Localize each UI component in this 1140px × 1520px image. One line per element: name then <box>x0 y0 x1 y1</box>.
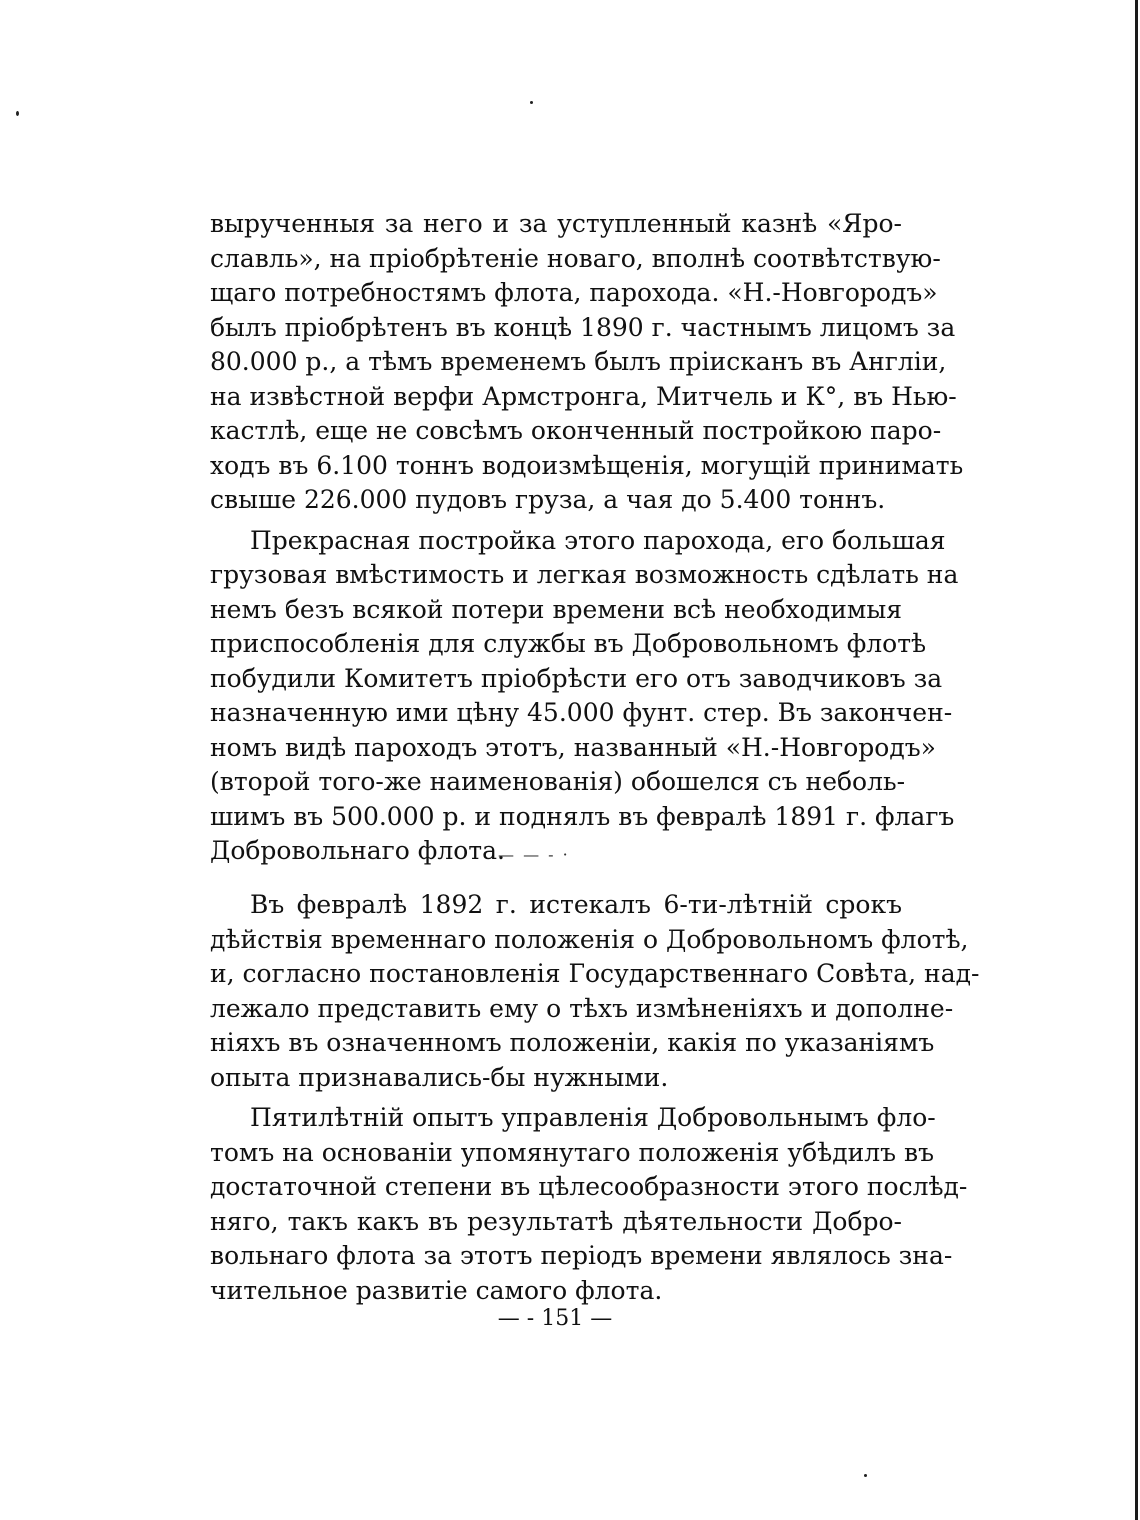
text-line: Добровольнаго флота. <box>210 836 505 865</box>
text-block-2 <box>210 888 980 1308</box>
text-line: свыше 226.000 пудовъ груза, а чая до 5.400 тоннъ. <box>210 485 886 514</box>
section-separator: — — - · <box>498 845 570 864</box>
text-line: опыта признавались-бы нужными. <box>210 1062 669 1092</box>
text-line: Прекрасная постройка этого парохода, его большая <box>250 525 946 555</box>
text-line: лежало представить ему о тѣхъ измѣненіяхъ и дополне- <box>210 993 954 1023</box>
page-number: — - 151 — <box>497 1306 613 1331</box>
text-block-1 <box>210 207 964 869</box>
text-line: номъ видѣ пароходъ этотъ, названный «Н.-Новгородъ» <box>210 732 936 762</box>
text-line: томъ на основаніи упомянутаго положенія убѣдилъ въ <box>210 1137 934 1167</box>
text-line: 80.000 р., а тѣмъ временемъ былъ пріисканъ въ Англіи, <box>210 347 947 376</box>
scan-edge-line <box>1135 0 1138 1520</box>
text-line: былъ пріобрѣтенъ въ концѣ 1890 г. частнымъ лицомъ за <box>210 312 956 342</box>
text-line: шимъ въ 500.000 р. и поднялъ въ февралѣ 1891 г. флагъ <box>210 801 955 831</box>
text-line: достаточной степени въ цѣлесообразности этого послѣд- <box>210 1172 968 1201</box>
text-line: вырученныя за него и за уступленный казнѣ «Яро- <box>210 209 902 238</box>
scan-speck <box>864 1474 867 1477</box>
text-line: Пятилѣтній опытъ управленія Добровольнымъ фло- <box>250 1103 936 1132</box>
scan-speck <box>16 111 19 116</box>
text-line: ходъ въ 6.100 тоннъ водоизмѣщенія, могущій принимать <box>210 450 964 480</box>
text-line: побудили Комитетъ пріобрѣсти его отъ заводчиковъ за <box>210 663 943 693</box>
text-line: немъ безъ всякой потери времени всѣ необходимыя <box>210 594 902 624</box>
text-line: назначенную ими цѣну 45.000 фунт. стер. Въ закончен- <box>210 698 953 727</box>
text-line: на извѣстной верфи Армстронга, Митчель и К°, въ Нью- <box>210 381 957 411</box>
text-line: грузовая вмѣстимость и легкая возможность сдѣлать на <box>210 560 959 589</box>
text-line: приспособленія для службы въ Добровольномъ флотѣ <box>210 629 927 658</box>
text-line: славль», на пріобрѣтеніе новаго, вполнѣ соотвѣтствую- <box>210 243 941 273</box>
text-line: вольнаго флота за этотъ періодъ времени являлось зна- <box>210 1241 953 1270</box>
text-line: ніяхъ въ означенномъ положеніи, какія по указаніямъ <box>210 1028 935 1057</box>
text-line: чительное развитіе самого флота. <box>210 1275 663 1305</box>
text-line: (второй того-же наименованія) обошелся съ неболь- <box>210 767 906 796</box>
text-line: и, согласно постановленія Государственнаго Совѣта, над- <box>210 959 980 988</box>
text-line: Въ февралѣ 1892 г. истекалъ 6-ти-лѣтній срокъ <box>250 890 902 919</box>
text-line: няго, такъ какъ въ результатѣ дѣятельности Добро- <box>210 1206 902 1236</box>
scan-speck <box>530 101 533 104</box>
text-line: кастлѣ, еще не совсѣмъ оконченный постройкою паро- <box>210 416 942 445</box>
text-line: дѣйствія временнаго положенія о Добровольномъ флотѣ, <box>210 924 969 954</box>
text-line: щаго потребностямъ флота, парохода. «Н.-Новгородъ» <box>210 278 938 307</box>
